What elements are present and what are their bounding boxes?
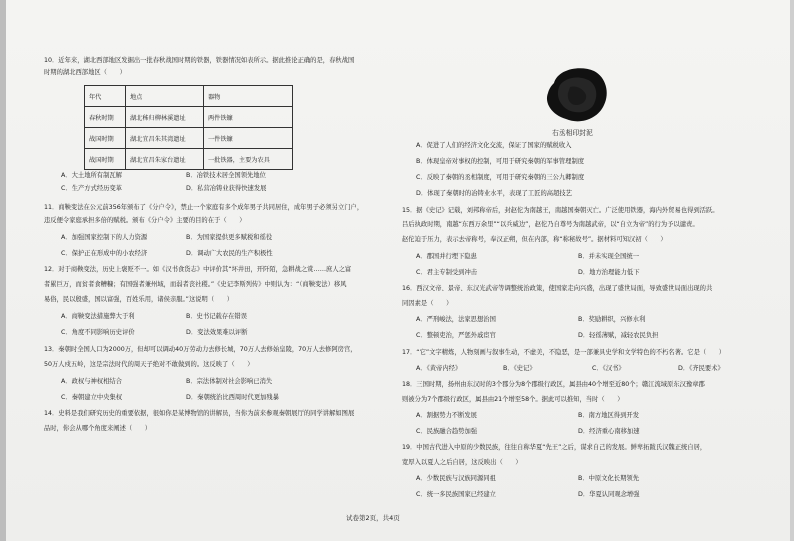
q16-option-c: C．整顿吏治，严惩外戚宦官 <box>416 332 496 339</box>
q10-option-d: D．私营冶铸业获得快速发展 <box>186 185 267 192</box>
table-cell: 一件铁镰 <box>204 128 293 149</box>
scan-edge-right <box>790 0 794 541</box>
q16-option-b: B．奖励耕织，兴修水利 <box>578 316 646 323</box>
q11-stem-line2: 违反便令家庭承担多倍的赋税。颁布《分户令》主要的目的在于（ ） <box>44 217 246 224</box>
seal-caption: 右丞相印封泥 <box>552 129 593 137</box>
q14-option-b: B．体现皇帝对事权的控制，可用于研究秦朝的军事管理制度 <box>416 158 585 165</box>
q17-option-c: C．《汉书》 <box>592 365 625 372</box>
scan-edge-left <box>0 0 6 541</box>
q18-option-c: C．民族融合趋势加强 <box>416 428 478 435</box>
table-cell: 湖北秭归柳林溪遗址 <box>126 107 204 128</box>
q18-stem-line1: 18．三国时期，扬州由东汉时的3个郡分为8个郡级行政区，属县由40个增至近80个；赣江流域原东汉豫章郡 <box>402 381 705 388</box>
q11-option-c: C．保护正在形成中的小农经济 <box>61 250 148 257</box>
q19-stem-line1: 19．中国古代进入中原的少数民族，往往自称华夏“先王”之后，谋求自己的发展。鲜卑拓跋氏汉魏正统自居， <box>402 444 707 451</box>
q12-stem-line2: 者累巨万，而贫者食糟糠；有国强者兼州域，而弱者丧社稷。”《史记李斯列传》中则认为：“（商鞅变法）移风 <box>44 281 347 288</box>
q15-option-d: D．地方治理能力低下 <box>578 269 640 276</box>
table-row <box>85 107 293 128</box>
q16-option-d: D．轻徭薄赋，减轻农民负担 <box>578 332 659 339</box>
q12-option-b: B．史书记载存在错误 <box>186 313 247 320</box>
q17-option-a: A．《黄帝内经》 <box>416 365 462 372</box>
q15-option-a: A．郡国并行埋下隐患 <box>416 253 477 260</box>
q17-option-b: B．《史记》 <box>503 365 536 372</box>
table-cell: 两件铁镰 <box>204 107 293 128</box>
q12-stem-line1: 12．对于商鞅变法，历史上褒贬不一。如《汉书食货志》中评价其“坏井田，开阡陌，急耕战之赏……庶人之富 <box>44 266 352 273</box>
q16-stem-line2: 同因素是（ ） <box>402 300 453 307</box>
q18-option-a: A．割据势力不断发展 <box>416 412 477 419</box>
table-header-cell: 器物 <box>204 86 293 107</box>
q14-option-a: A．促进了人们的经济文化交流，保证了国家的赋税收入 <box>416 142 572 149</box>
q14-stem-line2: 品时，你会从哪个角度来阐述（ ） <box>44 425 152 432</box>
q14-stem-line1: 14．史料是我们研究历史的重要依据，很如你是某博物馆的讲解员，当你为前来参观秦朝展厅的同学讲解如图展 <box>44 410 355 417</box>
table-cell: 春秋时期 <box>85 107 126 128</box>
table-cell: 湖北宜昌朱家台遗址 <box>126 149 204 170</box>
q10-option-c: C．生产方式经历变革 <box>61 185 123 192</box>
table-row <box>85 128 293 149</box>
q13-option-b: B．宗法体制对社会影响已消失 <box>186 378 273 385</box>
q15-stem-line1: 15．据《史记》记载，刘邦称帝后，封赵佗为南越王，南越国秦朝灭亡。广泛使用铁器，海内外贸易也得到活跃。 <box>402 207 719 214</box>
q19-option-a: A．少数民族与汉族同源同祖 <box>416 475 496 482</box>
q19-stem-line2: 宽厚入以夏人之后自居，这反映出（ ） <box>402 459 522 466</box>
table-header-row <box>85 86 293 107</box>
q15-option-b: B．并未实现全国统一 <box>578 253 639 260</box>
table-cell: 战国时期 <box>85 149 126 170</box>
table-cell: 战国时期 <box>85 128 126 149</box>
page-footer: 试卷第2页，共4页 <box>346 514 400 522</box>
clay-seal-image <box>540 63 610 125</box>
q13-option-a: A．政权与神权相结合 <box>61 378 122 385</box>
q13-option-c: C．秦朝建立中央集权 <box>61 394 123 401</box>
table-row <box>85 149 293 170</box>
q13-stem-line2: 50万人戍五岭，这是宗法时代的周天子绝对不敢做到的。这反映了（ ） <box>44 361 254 368</box>
q15-stem-line3: 赵佗迫于压力，表示去帝称号，奉汉正朔，但在内部，称“称秘故号”。据材料可知汉初（ ） <box>402 236 667 243</box>
q14-option-d: D．体现了秦朝时的冶铸业水平，表现了工匠的高超技艺 <box>416 190 572 197</box>
q18-stem-line2: 则被分为7个郡级行政区，属县由21个增至58个。据此可以推知，当时（ ） <box>402 396 624 403</box>
q13-stem-line1: 13．秦朝时全国人口为2000万，但却可以调动40万劳动力去修长城，70万人去修始皇陵，70万人去修阿房宫， <box>44 346 357 353</box>
q10-iron-artifact-table <box>84 85 293 170</box>
q10-stem-line2: 时期的湖北西部地区（ ） <box>44 69 126 76</box>
q15-stem-line2: 吕后执政时期，南越“东西万余里”“以兵威边”，赵佗乃自尊号为南越武帝，以“自立为帝”的行为予以谴责。 <box>402 221 699 228</box>
q10-option-b: B．冶铁技术居全国领先地位 <box>186 172 266 179</box>
q11-option-d: D．调动广大农民的生产积极性 <box>186 250 273 257</box>
table-cell: 一批铁器，主要为农具 <box>204 149 293 170</box>
q16-option-a: A．严刑峻法，法家思想治国 <box>416 316 496 323</box>
table-header-cell: 地点 <box>126 86 204 107</box>
q16-stem-line1: 16．西汉文帝、景帝、东汉光武帝等调整统治政策，使国家走向兴盛，出现了盛世局面，导致盛世局面出现的共 <box>402 285 713 292</box>
q11-stem-line1: 11．商鞅变法在公元前356年颁布了《分户令》，禁止一个家庭有多个成年男子共同居住，成年男子必须另立门户， <box>44 204 364 211</box>
q19-option-b: B．中原文化长期领先 <box>578 475 639 482</box>
q12-option-c: C．角度不同影响历史评价 <box>61 329 135 336</box>
q10-stem-line1: 10．近年来，湖北西部地区发掘出一批春秋战国时期的铁器，铁器情况如表所示。据此推论正确的是，春秋战国 <box>44 57 355 64</box>
q19-option-d: D．华夏认同观念增强 <box>578 491 640 498</box>
q11-option-b: B．为国家提供更多赋税和徭役 <box>186 234 273 241</box>
q18-option-d: D．经济重心南移加速 <box>578 428 640 435</box>
table-header-cell: 年代 <box>85 86 126 107</box>
q18-option-b: B．南方地区得到开发 <box>578 412 639 419</box>
table-cell: 湖北宜昌朱其湾遗址 <box>126 128 204 149</box>
q14-option-c: C．反映了秦朝的丞相制度，可用于研究秦朝的三公九卿制度 <box>416 174 585 181</box>
q10-option-a: A．大土地所有制瓦解 <box>61 172 122 179</box>
q11-option-a: A．加强国家控制下的人力资源 <box>61 234 148 241</box>
q17-option-d: D．《齐民要术》 <box>678 365 724 372</box>
q12-option-a: A．商鞅变法措施弊大于利 <box>61 313 135 320</box>
q12-stem-line3: 易俗，民以殷盛，国以富强，百姓乐用，诸侯亲服。”这说明（ ） <box>44 296 234 303</box>
q15-option-c: C．君主专制受到冲击 <box>416 269 478 276</box>
q17-stem: 17．“它”文字精炼，人物刻画与叙事生动，不虚美，不隐恶，是一部兼具史学和文学特色的不朽名著。它是（ ） <box>402 349 726 356</box>
q13-option-d: D．秦朝统治比西周时代更加残暴 <box>186 394 280 401</box>
q12-option-d: D．变法效果难以评断 <box>186 329 248 336</box>
q19-option-c: C．统一多民族国家已经建立 <box>416 491 496 498</box>
